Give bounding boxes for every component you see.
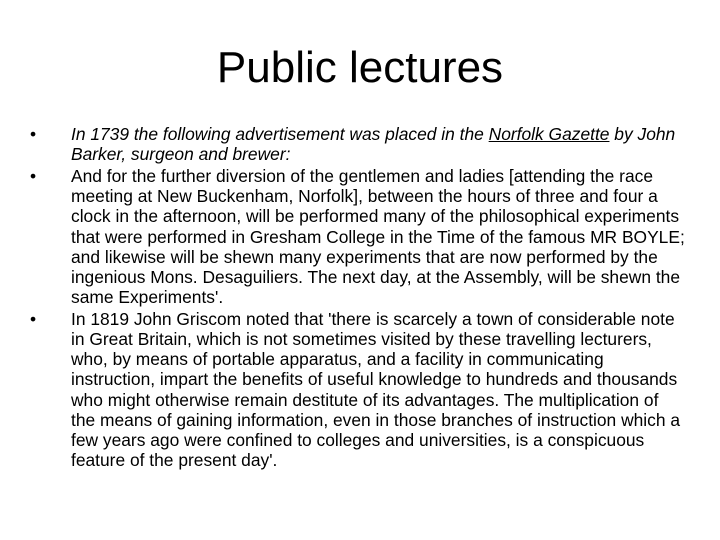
bullet-2-text: And for the further diversion of the gentlemen and ladies [attending the race meeting at New Buckenham, Norfolk], between the hours of three and four a clock in the afternoon, will be performed many of the philosophical experiments that were performed in Gresham College in the Time of the famous MR BOYLE; and likewise will be shewn many experiments that are now performed by the ingenious Mons. Desaguiliers. The next day, at the Assembly, will be shewn the same Experiments'. [71, 165, 685, 308]
bullet-item-griscom-1819 [26, 309, 686, 471]
norfolk-gazette-title: Norfolk Gazette [488, 124, 610, 144]
bullet-3-text: In 1819 John Griscom noted that 'there is scarcely a town of considerable note in Great Britain, which is not sometimes visited by these travelling lecturers, who, by means of portable apparatus, and a facility in communicating instruction, impart the benefits of useful knowledge to hundreds and thousands who might otherwise remain destitute of its advantages. The multiplication of the means of gaining information, even in those branches of instruction which a few years ago were confined to colleges and universities, is a conspicuous feature of the present day'. [71, 308, 681, 471]
bullet-item-1739-advertisement [26, 124, 686, 164]
bullet-1-outro-text: by John Barker, surgeon and brewer: [71, 124, 676, 165]
bullet-icon: • [30, 124, 37, 144]
slide-title: Public lectures [216, 43, 504, 92]
bullet-icon: • [30, 165, 37, 186]
bullet-icon: • [30, 308, 37, 329]
bullet-list [26, 124, 686, 472]
bullet-item-advertisement-quote [26, 166, 686, 307]
bullet-1-intro-text: In 1739 the following advertisement was placed in the [71, 124, 489, 144]
